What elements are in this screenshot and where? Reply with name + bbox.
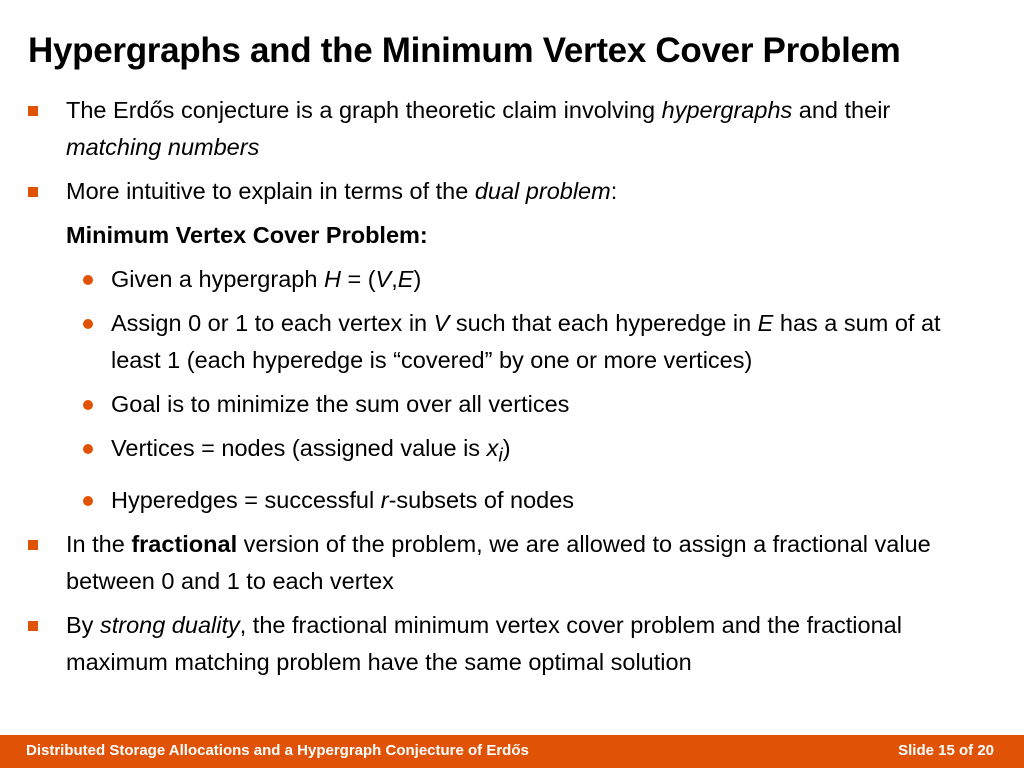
footer-bar	[0, 735, 1024, 768]
sub-bullet-vertices: Vertices = nodes (assigned value is $x_i$)	[28, 430, 988, 475]
square-bullet-icon	[28, 106, 38, 116]
sub-bullet-assign: Assign 0 or 1 to each vertex in V such that each hyperedge in E has a sum of at least 1 (each hyperedge is “covered” by one or more vertices)	[28, 305, 988, 379]
bullet-fractional: In the fractional version of the problem, we are allowed to assign a fractional value between 0 and 1 to each vertex	[28, 526, 988, 600]
square-bullet-icon	[28, 540, 38, 550]
bullet-dual-problem: More intuitive to explain in terms of the dual problem:	[28, 173, 988, 210]
round-bullet-icon	[83, 319, 93, 329]
bullet-erdos-conjecture: The Erdős conjecture is a graph theoretic claim involving hypergraphs and their matching numbers	[28, 92, 988, 166]
bullet-strong-duality: By strong duality, the fractional minimum vertex cover problem and the fractional maximum matching problem have the same optimal solution	[28, 607, 988, 681]
square-bullet-icon	[28, 621, 38, 631]
slide-number: Slide 15 of 20	[898, 742, 994, 759]
round-bullet-icon	[83, 275, 93, 285]
slide-title: Hypergraphs and the Minimum Vertex Cover Problem	[28, 31, 901, 70]
sub-bullet-hypergraph: Given a hypergraph H = (V,E)	[28, 261, 988, 298]
sub-bullet-hyperedges: Hyperedges = successful r-subsets of nodes	[28, 482, 988, 519]
footer-title: Distributed Storage Allocations and a Hypergraph Conjecture of Erdős	[26, 742, 529, 759]
slide-body	[28, 92, 988, 688]
round-bullet-icon	[83, 444, 93, 454]
subheading-min-vertex-cover: Minimum Vertex Cover Problem:	[66, 222, 428, 248]
sub-bullet-goal: Goal is to minimize the sum over all vertices	[28, 386, 988, 423]
round-bullet-icon	[83, 400, 93, 410]
round-bullet-icon	[83, 496, 93, 506]
square-bullet-icon	[28, 187, 38, 197]
